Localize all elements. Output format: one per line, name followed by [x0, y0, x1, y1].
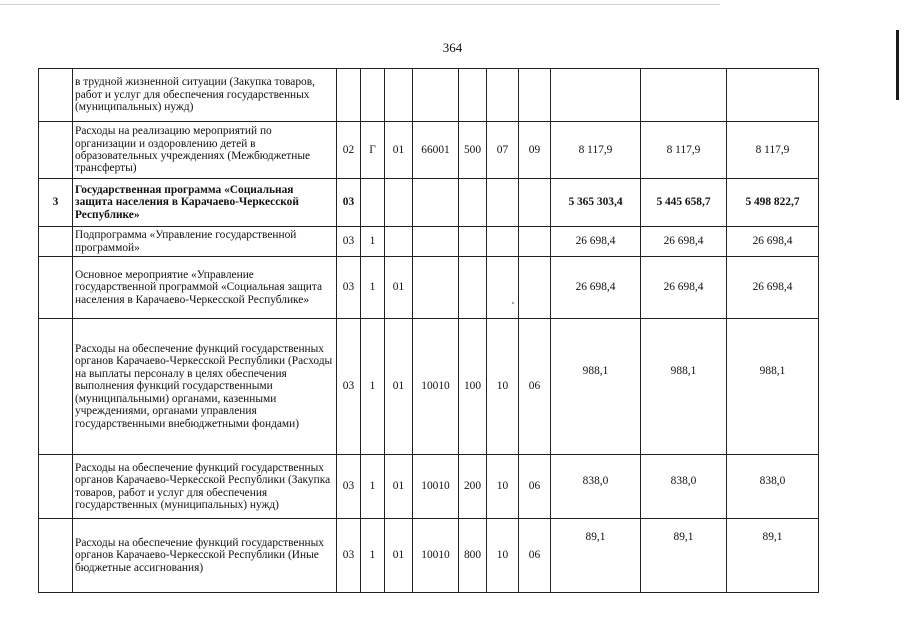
code-expense-type: 100 [459, 319, 487, 455]
code-program [337, 69, 361, 122]
code-section [487, 227, 519, 257]
code-subsection [519, 227, 551, 257]
code-subprogram [361, 179, 385, 227]
code-expense-type [459, 227, 487, 257]
code-direction [413, 227, 459, 257]
code-subprogram: 1 [361, 519, 385, 593]
code-expense-type [459, 69, 487, 122]
code-direction [413, 69, 459, 122]
amount-year-2: 26 698,4 [641, 257, 727, 319]
row-number [39, 227, 73, 257]
table-row [39, 455, 819, 519]
code-section: 07 [487, 122, 519, 179]
code-expense-type: 500 [459, 122, 487, 179]
code-program: 03 [337, 319, 361, 455]
code-event: 01 [385, 319, 413, 455]
row-name: Государственная программа «Социальная защита населения в Карачаево-Черкесской Республике» [73, 179, 337, 227]
code-program: 03 [337, 455, 361, 519]
table-row [39, 69, 819, 122]
code-expense-type: 200 [459, 455, 487, 519]
amount-year-3: 988,1 [727, 319, 819, 455]
code-section: 10 [487, 519, 519, 593]
code-event [385, 179, 413, 227]
code-subsection: 06 [519, 519, 551, 593]
code-subprogram: 1 [361, 455, 385, 519]
row-number [39, 319, 73, 455]
code-expense-type [459, 257, 487, 319]
amount-year-1: 5 365 303,4 [551, 179, 641, 227]
amount-year-2: 89,1 [641, 519, 727, 593]
row-number [39, 69, 73, 122]
code-program: 03 [337, 257, 361, 319]
code-subsection: 09 [519, 122, 551, 179]
code-section: 10 [487, 455, 519, 519]
row-name: Расходы на обеспечение функций государственных органов Карачаево-Черкесской Республики (Иные бюджетные ассигнования) [73, 519, 337, 593]
table-row [39, 122, 819, 179]
amount-year-3: 89,1 [727, 519, 819, 593]
page-number: 364 [442, 40, 463, 55]
amount-year-2: 988,1 [641, 319, 727, 455]
code-program: 03 [337, 227, 361, 257]
code-subprogram: 1 [361, 257, 385, 319]
amount-year-1: 8 117,9 [551, 122, 641, 179]
amount-year-2: 26 698,4 [641, 227, 727, 257]
table-row [39, 227, 819, 257]
amount-year-3: 8 117,9 [727, 122, 819, 179]
row-name: Расходы на реализацию мероприятий по организации и оздоровлению детей в образовательных учреждениях (Межбюджетные трансферты) [73, 122, 337, 179]
row-number [39, 257, 73, 319]
row-number [39, 455, 73, 519]
row-number [39, 519, 73, 593]
scan-top-border [0, 4, 720, 5]
table-row [39, 319, 819, 455]
code-section: 10 [487, 319, 519, 455]
code-subsection: 06 [519, 455, 551, 519]
code-event [385, 69, 413, 122]
code-section [487, 69, 519, 122]
code-subprogram [361, 69, 385, 122]
amount-year-1: 89,1 [551, 519, 641, 593]
code-event: 01 [385, 455, 413, 519]
amount-year-2 [641, 69, 727, 122]
budget-table [38, 68, 819, 593]
amount-year-2: 838,0 [641, 455, 727, 519]
amount-year-1: 988,1 [551, 319, 641, 455]
amount-year-1 [551, 69, 641, 122]
amount-year-2: 5 445 658,7 [641, 179, 727, 227]
code-subsection: 06 [519, 319, 551, 455]
amount-year-3: 5 498 822,7 [727, 179, 819, 227]
code-subprogram: 1 [361, 319, 385, 455]
scan-dust-mark [512, 302, 514, 304]
amount-year-3: 26 698,4 [727, 257, 819, 319]
code-event: 01 [385, 519, 413, 593]
code-program: 03 [337, 519, 361, 593]
table-row [39, 257, 819, 319]
code-section [487, 179, 519, 227]
code-direction: 10010 [413, 455, 459, 519]
code-direction: 10010 [413, 319, 459, 455]
row-number: 3 [39, 179, 73, 227]
code-subsection [519, 179, 551, 227]
code-expense-type: 800 [459, 519, 487, 593]
code-subsection [519, 257, 551, 319]
code-program: 03 [337, 179, 361, 227]
row-name: Расходы на обеспечение функций государственных органов Карачаево-Черкесской Республики (Закупка товаров, работ и услуг для обеспечения государственных (муниципальных) нужд) [73, 455, 337, 519]
code-event: 01 [385, 257, 413, 319]
code-direction: 66001 [413, 122, 459, 179]
code-direction [413, 257, 459, 319]
code-direction [413, 179, 459, 227]
row-number [39, 122, 73, 179]
row-name: в трудной жизненной ситуации (Закупка товаров, работ и услуг для обеспечения государственных (муниципальных) нужд) [73, 69, 337, 122]
code-program: 02 [337, 122, 361, 179]
code-subprogram: Г [361, 122, 385, 179]
code-subsection [519, 69, 551, 122]
code-direction: 10010 [413, 519, 459, 593]
amount-year-2: 8 117,9 [641, 122, 727, 179]
amount-year-3: 26 698,4 [727, 227, 819, 257]
table-row-program [39, 179, 819, 227]
row-name: Подпрограмма «Управление государственной программой» [73, 227, 337, 257]
code-section [487, 257, 519, 319]
code-subprogram: 1 [361, 227, 385, 257]
code-event: 01 [385, 122, 413, 179]
amount-year-3 [727, 69, 819, 122]
row-name: Основное мероприятие «Управление государственной программой «Социальная защита населения в Карачаево-Черкесской Республике» [73, 257, 337, 319]
amount-year-1: 26 698,4 [551, 227, 641, 257]
code-expense-type [459, 179, 487, 227]
code-event [385, 227, 413, 257]
amount-year-1: 26 698,4 [551, 257, 641, 319]
table-row [39, 519, 819, 593]
amount-year-1: 838,0 [551, 455, 641, 519]
row-name: Расходы на обеспечение функций государственных органов Карачаево-Черкесской Республики (Расходы на выплаты персоналу в целях обеспечения выполнения функций государственными (муниципальными) органами, казенными учреждениями, органами управления государственными внебюджетными фондами) [73, 319, 337, 455]
amount-year-3: 838,0 [727, 455, 819, 519]
